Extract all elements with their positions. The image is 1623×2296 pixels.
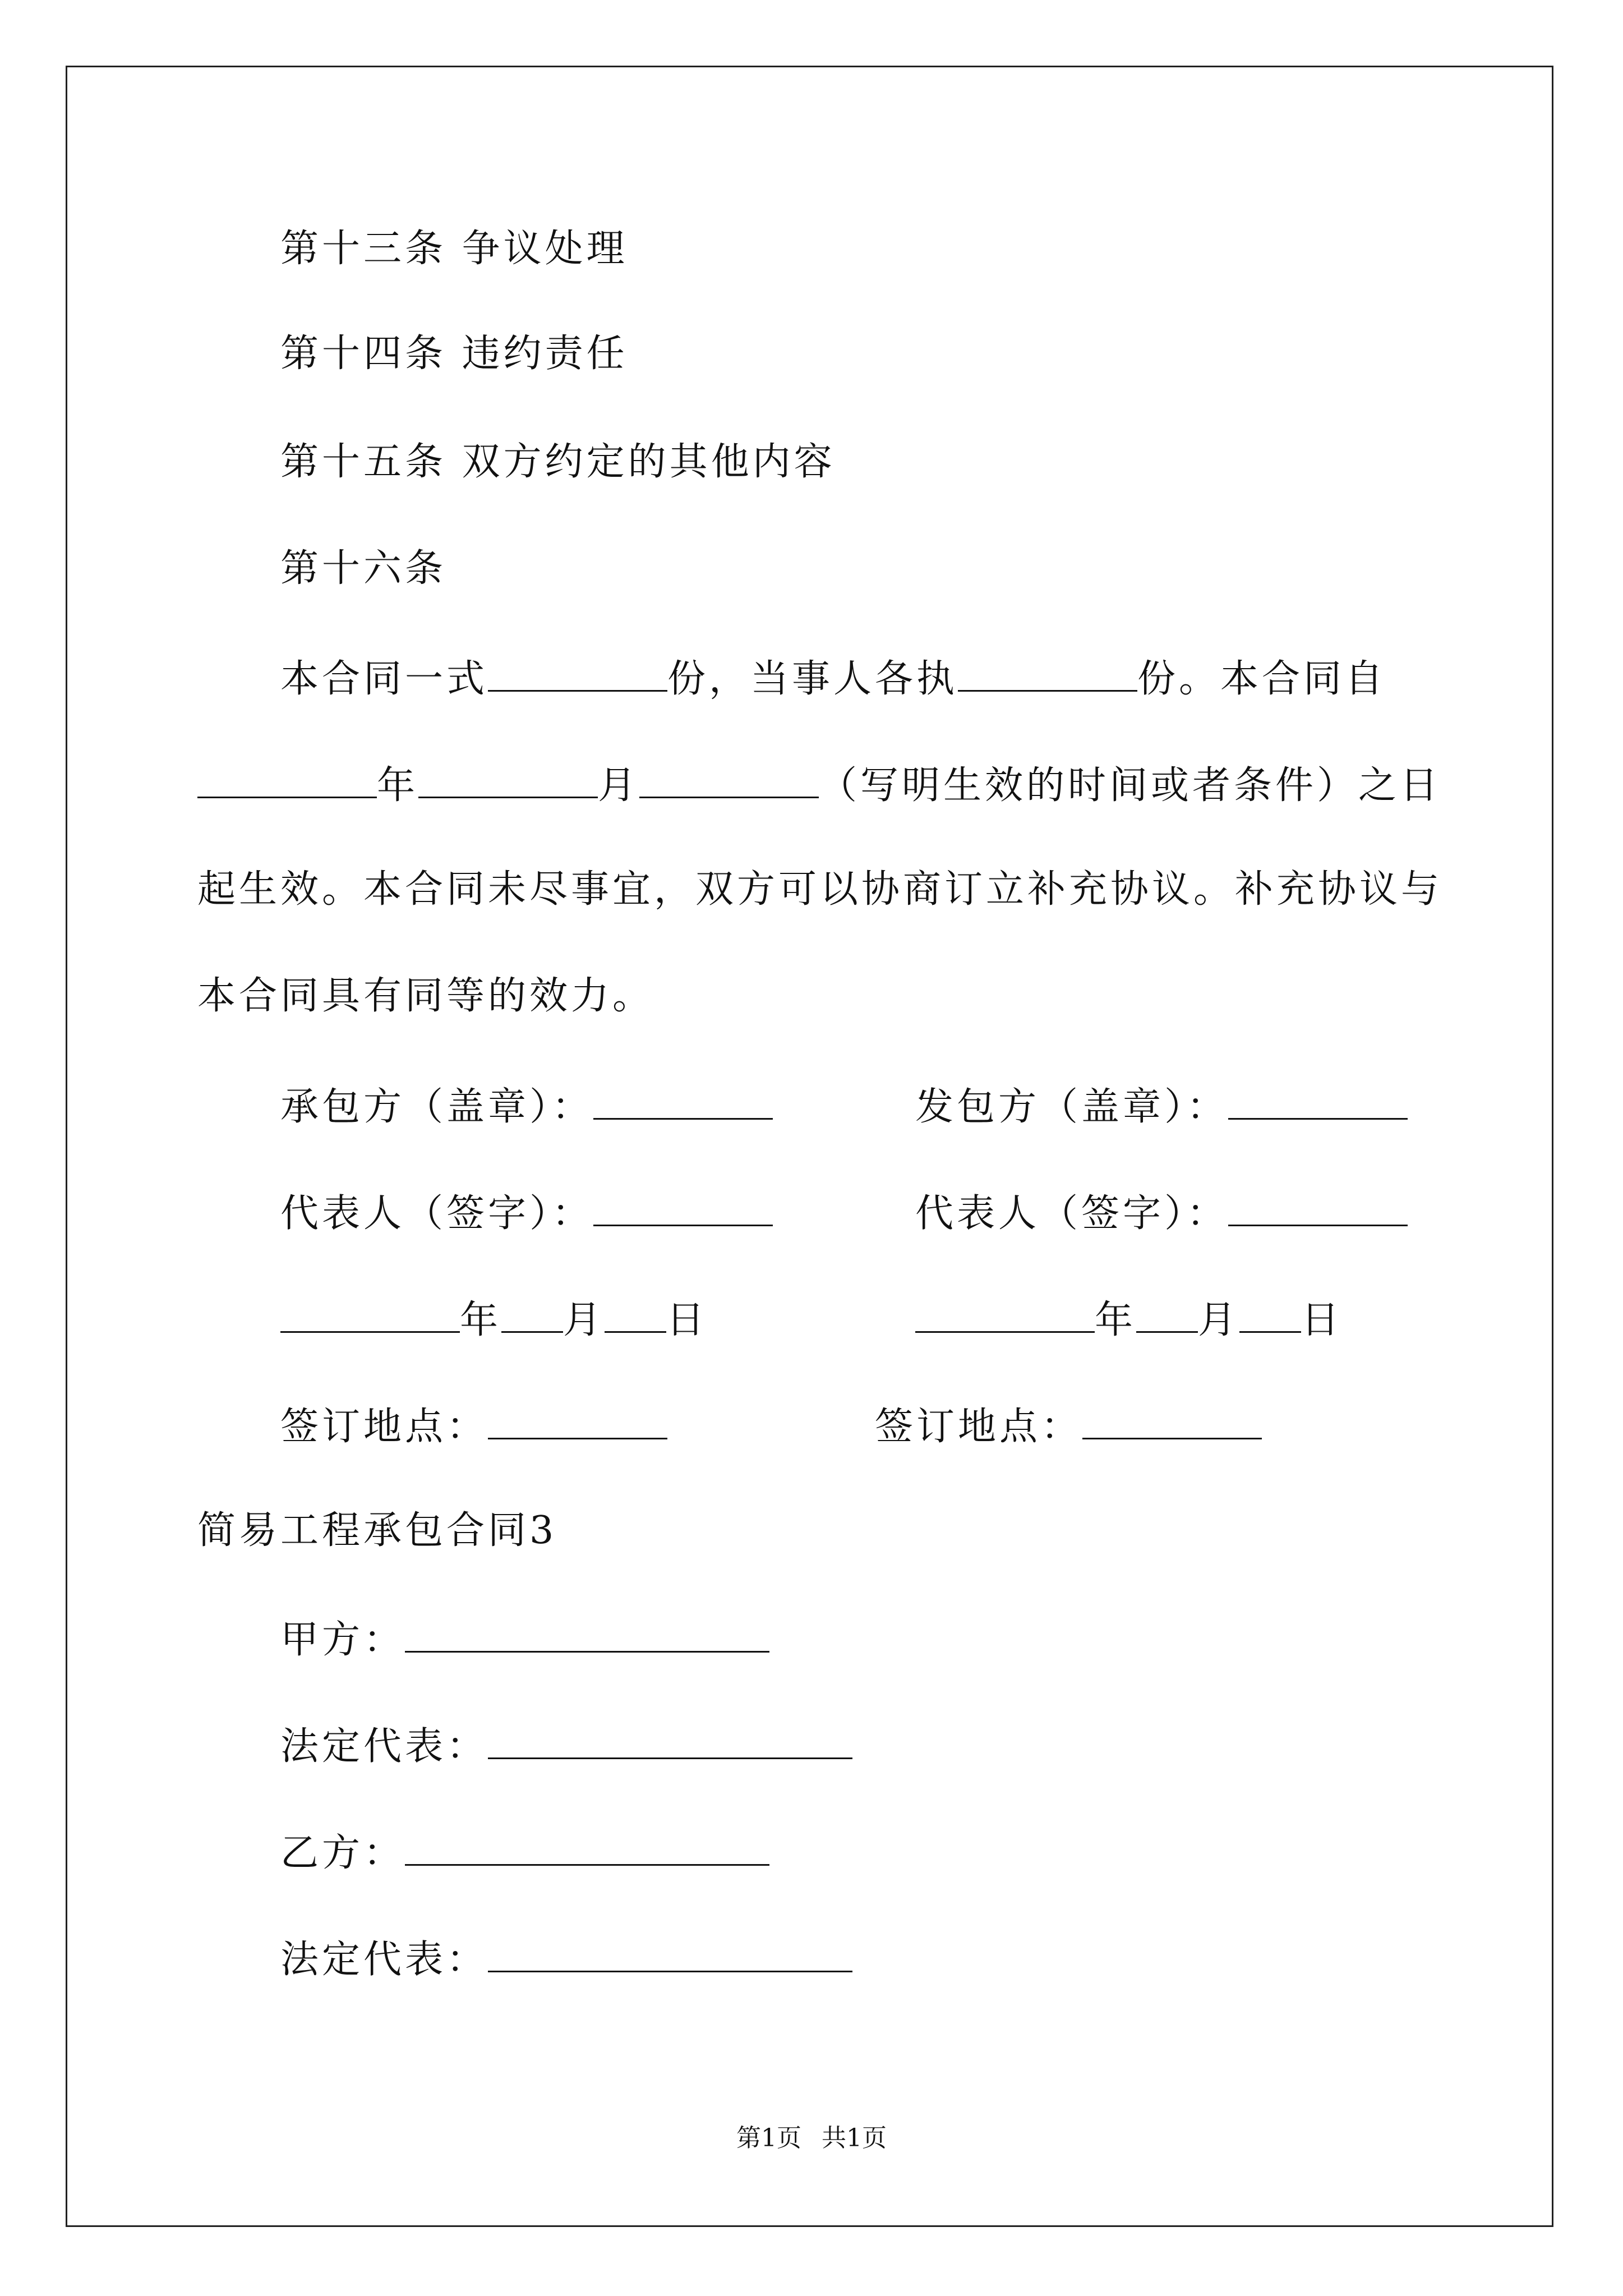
text: 本合同一式 (280, 657, 488, 701)
year-label: 年 (460, 1298, 502, 1342)
fill-blank[interactable] (488, 657, 667, 692)
year-label: 年 (1095, 1298, 1137, 1342)
fill-blank[interactable] (1228, 1085, 1408, 1120)
fill-blank[interactable] (1239, 1299, 1301, 1333)
article-number: 第十四条 (280, 332, 447, 376)
page-border (66, 66, 1553, 2227)
paragraph-line-2 (197, 763, 1442, 808)
page-total: 共1页 (822, 2124, 887, 2152)
article-number: 第十六条 (280, 546, 447, 591)
paragraph-line-1 (280, 657, 1387, 701)
article-16 (280, 546, 447, 591)
label: 乙方： (280, 1831, 405, 1875)
fill-blank[interactable] (593, 1192, 773, 1226)
label: 法定代表： (280, 1724, 488, 1769)
employer-seal (915, 1085, 1408, 1129)
day-label: 日 (666, 1298, 708, 1342)
fill-blank[interactable] (418, 764, 598, 798)
signing-place-right (875, 1405, 1262, 1449)
label: 代表人（签字）： (915, 1191, 1229, 1236)
fill-blank[interactable] (488, 1938, 852, 1972)
label: 代表人（签字）： (280, 1191, 594, 1236)
label: 承包方（盖章）： (280, 1085, 594, 1129)
label: 签订地点： (875, 1405, 1083, 1449)
signing-place-left (280, 1405, 667, 1449)
text: 年 (377, 763, 419, 808)
fill-blank[interactable] (405, 1618, 769, 1653)
contractor-representative (280, 1191, 773, 1236)
party-a (280, 1618, 769, 1662)
fill-blank[interactable] (197, 764, 377, 798)
fill-blank[interactable] (488, 1405, 667, 1439)
page-footer (0, 2126, 1623, 2151)
text: 份，当事人各执 (667, 657, 958, 701)
party-b (280, 1831, 769, 1875)
fill-blank[interactable] (958, 657, 1137, 692)
label: 法定代表： (280, 1938, 488, 1982)
label: 签订地点： (280, 1405, 488, 1449)
article-13 (280, 227, 628, 271)
fill-blank[interactable] (1082, 1405, 1262, 1439)
text: （写明生效的时间或者条件）之日 (819, 763, 1442, 808)
page-number: 第1页 (736, 2124, 801, 2152)
text: 份。本合同自 (1137, 657, 1387, 701)
fill-blank[interactable] (280, 1299, 460, 1333)
day-label: 日 (1301, 1298, 1343, 1342)
article-title: 违约责任 (462, 332, 628, 376)
article-number: 第十五条 (280, 440, 447, 484)
employer-representative (915, 1191, 1408, 1236)
article-14 (280, 332, 628, 376)
label: 甲方： (280, 1618, 405, 1662)
fill-blank[interactable] (605, 1299, 666, 1333)
label: 发包方（盖章）： (915, 1085, 1229, 1129)
month-label: 月 (563, 1298, 605, 1342)
contractor-seal (280, 1085, 773, 1129)
legal-rep-b (280, 1938, 852, 1982)
fill-blank[interactable] (639, 764, 819, 798)
fill-blank[interactable] (405, 1832, 769, 1866)
fill-blank[interactable] (501, 1299, 563, 1333)
employer-date (915, 1299, 1343, 1340)
fill-blank[interactable] (915, 1299, 1095, 1333)
paragraph-line-4: 本合同具有同等的效力。 (197, 974, 654, 1018)
article-title: 争议处理 (462, 227, 628, 271)
text: 月 (598, 763, 640, 808)
article-15 (280, 440, 836, 484)
fill-blank[interactable] (1228, 1192, 1408, 1226)
month-label: 月 (1198, 1298, 1240, 1342)
fill-blank[interactable] (1136, 1299, 1198, 1333)
paragraph-line-3: 起生效。本合同未尽事宜，双方可以协商订立补充协议。补充协议与 (197, 867, 1443, 912)
fill-blank[interactable] (488, 1725, 852, 1759)
contract-title: 简易工程承包合同3 (197, 1508, 557, 1553)
article-number: 第十三条 (280, 227, 447, 271)
contractor-date (280, 1299, 708, 1340)
article-title: 双方约定的其他内容 (462, 440, 836, 484)
fill-blank[interactable] (593, 1085, 773, 1120)
legal-rep-a (280, 1724, 852, 1769)
